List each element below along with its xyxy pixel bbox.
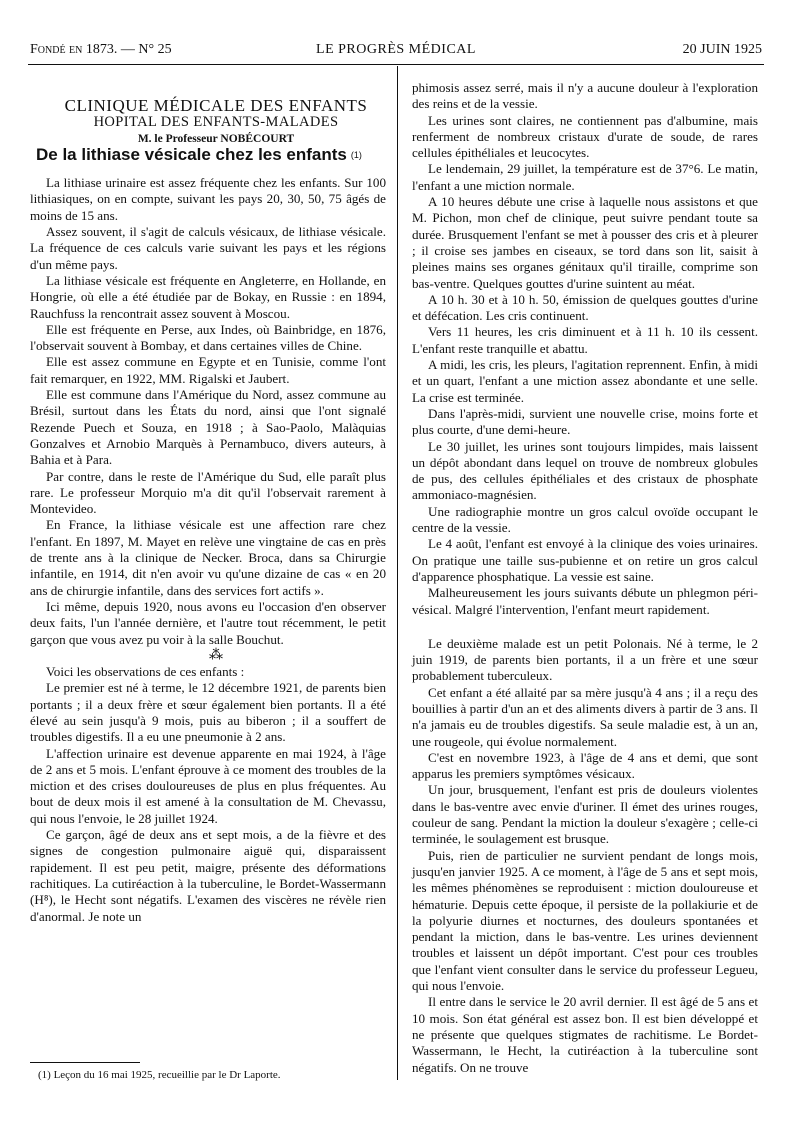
header-rule	[28, 64, 764, 65]
article-title-text: De la lithiase vésicale chez les enfants	[36, 144, 347, 164]
column-divider	[397, 66, 398, 1080]
footnote-ref: (1)	[350, 149, 362, 160]
running-header	[30, 42, 762, 62]
first-case-paragraphs	[412, 80, 758, 618]
paragraph: Puis, rien de particulier ne survient pendant de longs mois, jusqu'en janvier 1925. A ce moment, à l'âge de 5 ans et sept mois, les mêmes phénomènes se reproduisent : miction douloureuse et hématurie. Depuis cette époque, il persiste de la pollakiurie et de la polyurie diurnes et nocturnes, des douleurs spontanées et pendant la miction, dans le bas-ventre. Les urines deviennent troubles et laissent un dépôt important. C'est pour ces troubles que l'enfant vient consulter dans le service du professeur Legueu, qui nous l'envoie.	[412, 847, 758, 994]
paragraph: Elle est commune dans l'Amérique du Nord, assez commune au Brésil, surtout dans les États du nord, ainsi que l'ont signalé Rezende Puech et Souza, en 1918 ; à Sao-Paolo, Malàquias Gonzalves et Arnobio Marquès à Pernambuco, divers auteurs, à Bahia et à Para.	[30, 387, 386, 468]
paragraph: Ce garçon, âgé de deux ans et sept mois, a de la fièvre et des signes de congestion pulmonaire aiguë qui, disparaissent rapidement. Il est peu petit, maigre, présente des déformations rachitiques. La cutiréaction à la tuberculine, le Bordet-Wassermann (H⁸), le Hecht sont négatifs. L'examen des viscères ne révèle rien d'anormal. Je note un	[30, 827, 386, 924]
section-gap	[412, 618, 758, 636]
paragraph: La lithiase urinaire est assez fréquente chez les enfants. Sur 100 lithiasiques, on en compte, suivant les pays 20, 30, 50, 75 âgés de moins de 15 ans.	[30, 175, 386, 223]
article-title	[36, 144, 386, 164]
paragraph: Le lendemain, 29 juillet, la température est de 37°6. Le matin, l'enfant a une miction normale.	[412, 161, 758, 193]
paragraph: A midi, les cris, les pleurs, l'agitation reprennent. Enfin, à midi et un quart, l'enfant a une miction assez abondante et une selle. La crise est terminée.	[412, 357, 758, 405]
paragraph: Le premier est né à terme, le 12 décembre 1921, de parents bien portants ; il a deux frère et sœur également bien portants. Il a été élevé au sein jusqu'à 9 mois, puis au biberon ; il a souffert de troubles digestifs. Il a eu une pneumonie à 2 ans.	[30, 680, 386, 745]
paragraph: Elle est assez commune en Egypte et en Tunisie, comme l'ont fait remarquer, en 1922, MM. Rigalski et Jaubert.	[30, 354, 386, 386]
paragraph: Cet enfant a été allaité par sa mère jusqu'à 4 ans ; il a reçu des bouillies à partir d'un an et des aliments divers à partir de 3 ans. Il n'a jamais eu de troubles digestifs. Sa seule maladie est, à un an, une rougeole, qui évolue normalement.	[412, 684, 758, 749]
paragraph: Elle est fréquente en Perse, aux Indes, où Bainbridge, en 1876, l'observait souvent à Bombay, et dans certaines villes de Chine.	[30, 321, 386, 354]
paragraph: Assez souvent, il s'agit de calculs vésicaux, de lithiase vésicale. La fréquence de ces calculs varie suivant les pays et les régions d'un même pays.	[30, 224, 386, 272]
header-journal-title: LE PROGRÈS MÉDICAL	[316, 42, 476, 57]
paragraph: En France, la lithiase vésicale est une affection rare chez l'enfant. En 1897, M. Mayet en relève une vingtaine de cas en près de trente ans à la clinique de Necker. Broca, dans sa Chirurgie infantile, en 1914, dit n'en avoir vu qu'une dizaine de cas « en 20 ans de chirurgie infantile, dans des services fort actifs ».	[30, 517, 386, 598]
paragraph: Vers 11 heures, les cris diminuent et à 11 h. 10 ils cessent. L'enfant reste tranquille et abattu.	[412, 324, 758, 356]
hospital-name: HOPITAL DES ENFANTS-MALADES	[93, 114, 339, 131]
paragraph: Ici même, depuis 1920, nous avons eu l'occasion d'en observer deux faits, l'un l'année dernière, et l'autre tout récemment, le petit garçon que vous avez pu voir à la salle Bouchut.	[30, 598, 386, 647]
paragraph: Le 4 août, l'enfant est envoyé à la clinique des voies urinaires. On pratique une taille sus-pubienne et on retire un gros calcul d'apparence phosphatique. La vessie est saine.	[412, 536, 758, 584]
right-column	[412, 80, 758, 1076]
asterism: ⁂	[209, 647, 223, 663]
footnote-rule	[30, 1062, 140, 1063]
paragraph: C'est en novembre 1923, à l'âge de 4 ans et demi, que sont apparus les premiers symptômes vésicaux.	[412, 749, 758, 782]
paragraph: Par contre, dans le reste de l'Amérique du Sud, elle paraît plus rare. Le professeur Morquio m'a dit qu'il l'observait rarement à Montevideo.	[30, 468, 386, 517]
paragraph: phimosis assez serré, mais il n'y a aucune douleur à l'exploration des reins et de la vessie.	[412, 80, 758, 112]
section-title: CLINIQUE MÉDICALE DES ENFANTS	[64, 96, 368, 115]
paragraph: La lithiase vésicale est fréquente en Angleterre, en Hollande, en Hongrie, où elle a été étudiée par de Bokay, en Russie : en 1894, Rauchfuss la rencontrait assez souvent à Moscou.	[30, 272, 386, 321]
observation-paragraphs	[30, 664, 386, 925]
left-column	[30, 98, 386, 925]
paragraph: A 10 h. 30 et à 10 h. 50, émission de quelques gouttes d'urine et défécation. Les cris continuent.	[412, 291, 758, 324]
paragraph: A 10 heures débute une crise à laquelle nous assistons et que M. Pichon, mon chef de clinique, peut suivre pendant toute sa durée. Brusquement l'enfant se met à pousser des cris et à pleurer ; il croise ses jambes en ciseaux, se tord dans son lit, saisit à pleines mains ses organes génitaux qu'il tiraille, comprime son bas-ventre. Quelques gouttes d'urine suintent au méat.	[412, 194, 758, 291]
paragraph: Dans l'après-midi, survient une nouvelle crise, moins forte et plus courte, d'une demi-heure.	[412, 405, 758, 438]
professor-name: M. le Professeur NOBÉCOURT	[137, 132, 295, 145]
paragraph: Les urines sont claires, ne contiennent pas d'albumine, mais renferment de nombreux cristaux d'urate de soude, de rares cellules épithéliales et leucocytes.	[412, 112, 758, 161]
intro-paragraphs	[30, 175, 386, 648]
paragraph: Une radiographie montre un gros calcul ovoïde occupant le centre de la vessie.	[412, 503, 758, 536]
paragraph: Malheureusement les jours suivants débute un phlegmon péri-vésical. Malgré l'intervention, l'enfant meurt rapidement.	[412, 585, 758, 617]
second-case-paragraphs	[412, 636, 758, 1076]
paragraph: Voici les observations de ces enfants :	[46, 664, 245, 680]
header-date: 20 JUIN 1925	[682, 42, 762, 57]
paragraph: L'affection urinaire est devenue apparente en mai 1924, à l'âge de 2 ans et 5 mois. L'enfant éprouve à ce moment des troubles de la miction et des crises douloureuses de plus en plus fréquentes. Au bout de deux mois il est amené à la consultation de M. Chevassu, qui nous l'envoie, le 28 juillet 1924.	[30, 745, 386, 826]
paragraph: Un jour, brusquement, l'enfant est pris de douleurs violentes dans le bas-ventre avec envie d'uriner. Il émet des urines rouges, couleur de sang. Pendant la miction la douleur s'exagère ; celle-ci terminée, le soulagement est brusque.	[412, 782, 758, 847]
footnote: (1) Leçon du 16 mai 1925, recueillie par le Dr Laporte.	[38, 1069, 281, 1081]
header-founded: Fondé en 1873. — N° 25	[30, 42, 172, 57]
paragraph: Le 30 juillet, les urines sont toujours limpides, mais laissent un dépôt abondant dans lequel on trouve de nombreux globules de pus, des cellules épithéliales et des cristaux de phosphate ammoniaco-magnésien.	[412, 438, 758, 503]
paragraph: Le deuxième malade est un petit Polonais. Né à terme, le 2 juin 1919, de parents bien portants, il a un frère et une sœur probablement tuberculeux.	[412, 635, 758, 684]
paragraph: Il entre dans le service le 20 avril dernier. Il est âgé de 5 ans et 10 mois. Son état général est assez bon. Il est bien développé et ne présente que quelques stigmates de rachitisme. Le Bordet-Wassermann, le Hecht, la cutiréaction à la tuberculine sont négatifs. On ne trouve	[412, 994, 758, 1075]
